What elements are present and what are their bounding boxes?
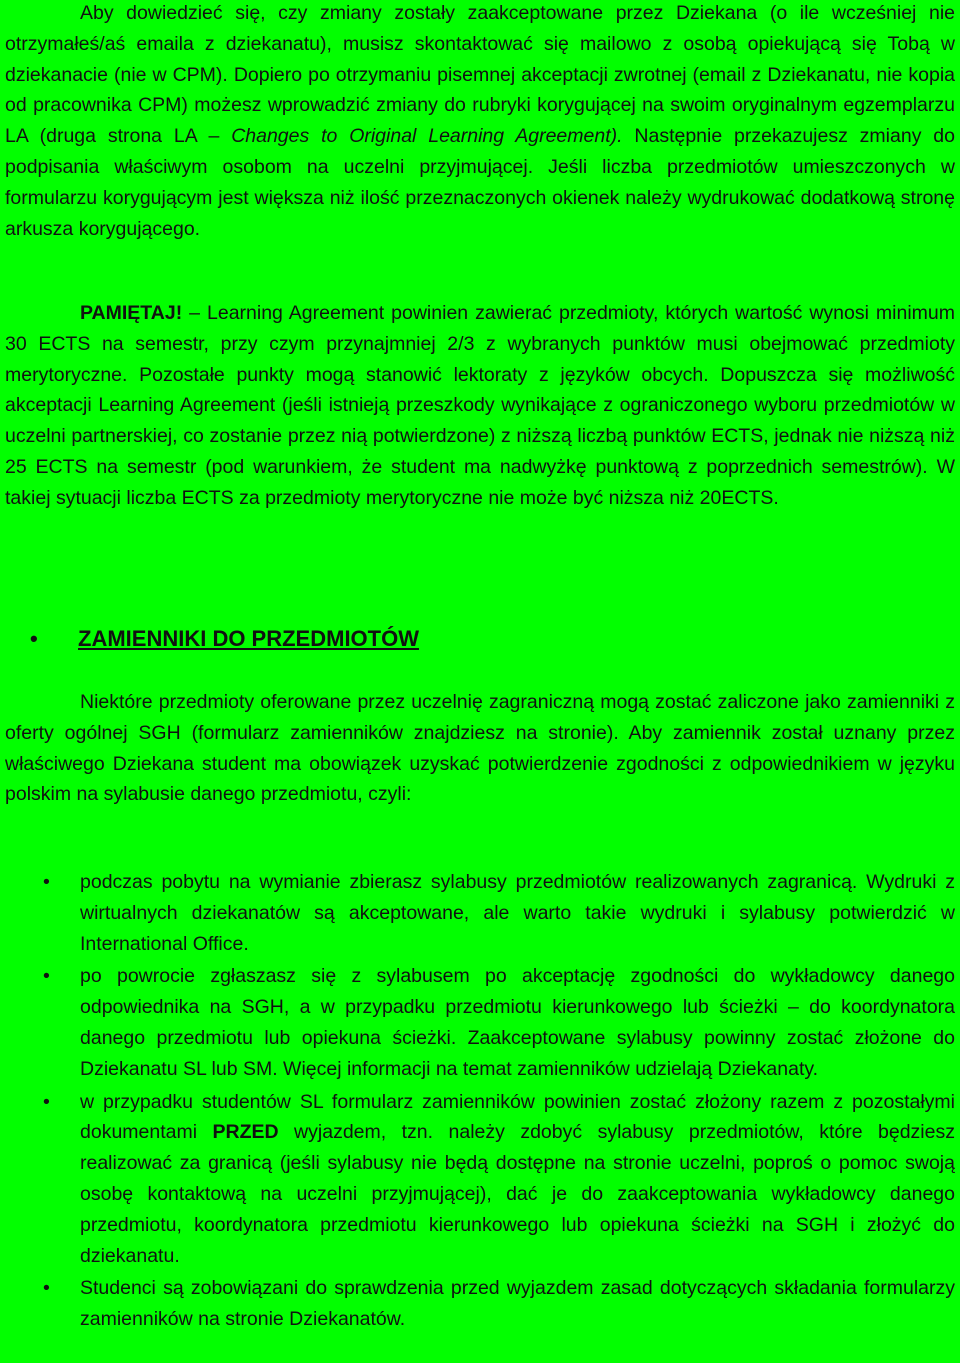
list-item-text: po powrocie zgłaszasz się z sylabusem po akceptację zgodności do wykładowcy danego odpowiednika na SGH, a w przypadku przedmiotu kierunkowego lub ścieżki – do koordynatora danego przedmiotu lub opiekuna ścieżki. Zaakceptowane sylabusy powinny zostać złożone do Dziekanatu SL lub SM. Więcej informacji na temat zamienników udzielają Dziekanaty. [80,965,955,1080]
paragraph-text: – Learning Agreement powinien zawierać przedmioty, których wartość wynosi minimum 30 ECTS na semestr, przy czym przynajmniej 2/3 z wybranych punktów musi obejmować przedmioty merytoryczne. Pozostałe punkty mogą stanowić lektoraty z języków obcych. Dopuszcza się możliwość akceptacji Learning Agreement (jeśli istnieją przeszkody wynikające z ograniczonego wyboru przedmiotów w uczelni partnerskiej, co zostanie przez nią potwierdzone) z niższą liczbą punktów ECTS, jednak nie niższą niż 25 ECTS na semestr (pod warunkiem, że student ma nadwyżkę punktową z poprzednich semestrów). W takiej sytuacji liczba ECTS za przedmioty merytoryczne nie może być niższa niż 20ECTS. [5,302,955,509]
emphasis-before: PRZED [212,1121,279,1144]
bullet-icon: • [43,1090,50,1113]
italic-title: Changes to Original Learning Agreement). [231,125,623,148]
section-heading-text: ZAMIENNIKI DO PRZEDMIOTÓW [78,626,419,651]
list-item-text: Studenci są zobowiązani do sprawdzenia przed wyjazdem zasad dotyczących składania formularzy zamienników na stronie Dziekanatów. [80,1277,955,1331]
paragraph-text: Aby dowiedzieć się, czy zmiany zostały zaakceptowane przez Dziekana (o ile wcześniej nie otrzymałeś/aś emaila z dziekanatu), musisz skontaktować się mailowo z osobą opiekującą się Tobą w dziekanacie (nie w CPM). Dopiero po otrzymaniu pisemnej akceptacji zwrotnej (email z Dziekanatu, nie kopia od pracownika CPM) możesz wprowadzić zmiany do rubryki korygującej na swoim oryginalnym egzemplarzu LA (druga strona LA – [5,2,955,148]
list-item [5,1087,955,1272]
section-heading [30,626,419,652]
list-item-text: wyjazdem, tzn. należy zdobyć sylabusy przedmiotów, które będziesz realizować za granicą (jeśli sylabusy nie będą dostępne na stronie uczelni, poproś o pomoc swoją osobę kontaktową na uczelni przyjmującej), dać je do zaakceptowania wykładowcy danego przedmiotu, koordynatora przedmiotu kierunkowego lub opiekuna ścieżki na SGH i złożyć do dziekanatu. [80,1121,955,1267]
list-item [5,867,955,959]
list-item [5,1273,955,1335]
remember-label: PAMIĘTAJ! [80,302,183,324]
equivalents-list [5,867,955,1337]
paragraph-text: Następnie przekazujesz zmiany do podpisania właściwym osobom na uczelni przyjmującej. Jeśli liczba przedmiotów umieszczonych w formularzu korygującym jest większa niż ilość przeznaczonych okienek należy wydrukować dodatkową stronę arkusza korygującego. [5,125,955,240]
list-item-text: w przypadku studentów SL formularz zamienników powinien zostać złożony razem z pozostałymi dokumentami [80,1090,955,1144]
bullet-icon: • [43,1277,50,1300]
paragraph-equivalents: Niektóre przedmioty oferowane przez uczelnię zagraniczną mogą zostać zaliczone jako zamienniki z oferty ogólnej SGH (formularz zamienników znajdziesz na stronie). Aby zamiennik został uznany przez właściwego Dziekana student ma obowiązek uzyskać potwierdzenie zgodności z odpowiednikiem w języku polskim na sylabusie danego przedmiotu, czyli: [5,691,955,806]
bullet-icon: • [30,626,38,651]
bullet-icon: • [43,965,50,988]
bullet-icon: • [43,871,50,893]
paragraph-changes-acceptance [5,0,955,244]
list-item-text: podczas pobytu na wymianie zbierasz sylabusy przedmiotów realizowanych zagranicą. Wydruki z wirtualnych dziekanatów są akceptowane, ale warto takie wydruki i sylabusy potwierdzić w International Office. [80,871,955,955]
list-item [5,961,955,1084]
paragraph-remember [5,298,955,514]
